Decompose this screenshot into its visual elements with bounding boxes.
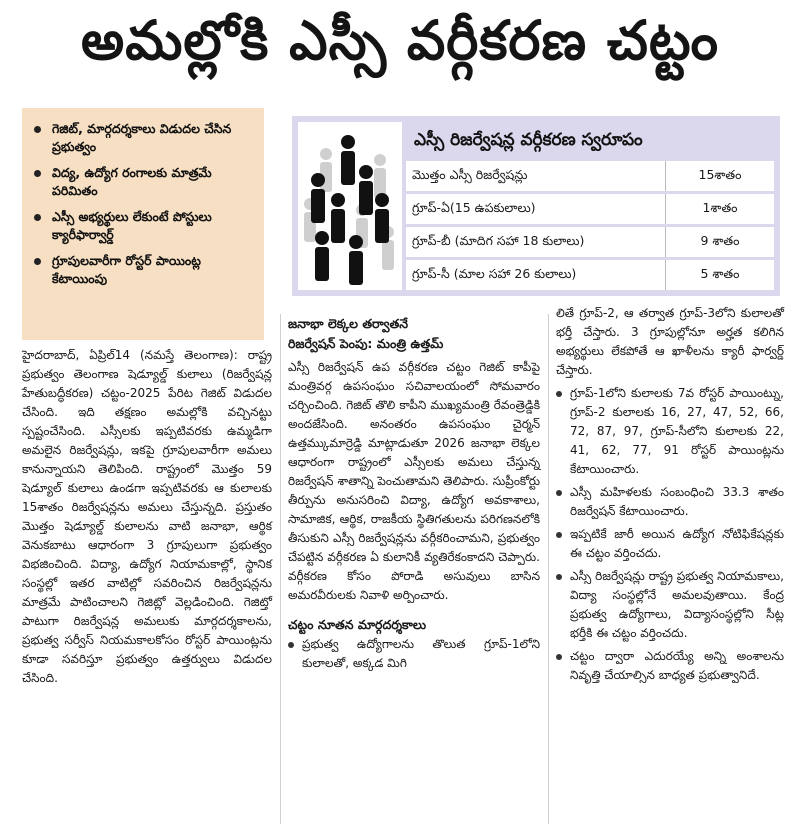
row-label: గ్రూప్-ఏ(15 ఉపకులాలు) xyxy=(406,194,666,224)
people-illustration xyxy=(298,122,402,290)
section-title: చట్టం నూతన మార్గదర్శకాలు xyxy=(288,617,427,632)
subheading: రిజర్వేషన్ పెంపు: మంత్రి ఉత్తమ్ xyxy=(288,336,444,351)
row-label: గ్రూప్-బీ (మాదిగ సహా 18 కులాలు) xyxy=(406,227,666,257)
table-row xyxy=(406,260,774,290)
list-item: గ్రూప్-1లోని కులాలకు 7వ రోస్టర్ పాయింట్ను, గ్రూప్-2 కులాలకు 16, 27, 47, 52, 66, 72, 87, 97, గ్రూప్-సీలోని కులాలకు 22, 41, 62, 77, 91 రోస్టర్ పాయింట్లను కేటాయించారు. xyxy=(556,384,784,479)
highlight-item: గ్రూపులవారీగా రోస్టర్ పాయింట్ల కేటాయింపు xyxy=(34,252,256,288)
bullet-icon xyxy=(34,214,41,221)
paragraph: ఎస్సీ రిజర్వేషన్ ఉప వర్గీకరణ చట్టం గెజిట్ కాపీపై మంత్రివర్గ ఉపసంఘం సచివాలయంలో సోమవారం చర్చించింది. గెజిట్ తొలి కాపీని ముఖ్యమంత్రి రేవంత్రెడ్డికి అందజేసింది. అనంతరం ఉపసంఘం చైర్మన్ ఉత్తమ్కుమార్రెడ్డి మాట్లాడుతూ 2026 జనాభా లెక్కల ఆధారంగా రాష్ట్రంలో ఎస్సీలకు అమలు చేస్తున్న రిజర్వేషన్ శాతాన్ని పెంచుతామని తెలిపారు. సుప్రీంకోర్టు తీర్పును అనుసరించి విద్యా, ఉద్యోగ అవకాశాలు, సామాజిక, ఆర్థిక, రాజకీయ స్థితిగతులను పరిగణనలోకి తీసుకుని ఎస్సీ రిజర్వేషన్లను వర్గీకరించామని, ప్రభుత్వం చేపట్టిన వర్గీకరణ ఏ కులానికీ వ్యతిరేకంకాదని చెప్పారు. వర్గీకరణ కోసం పోరాడి అసువులు బాసిన అమరవీరులకు నివాళి అర్పించారు. xyxy=(288,360,540,602)
table-row xyxy=(406,161,774,191)
list-item: ఎస్సీ రిజర్వేషన్లు రాష్ట్ర ప్రభుత్వ నియామకాలు, విద్యా సంస్థల్లోనే అమలవుతాయి. కేంద్ర ప్రభుత్వ ఉద్యోగాలు, విద్యాసంస్థల్లోని సీట్ల భర్తీకి ఈ చట్టం వర్తించదు. xyxy=(556,567,784,643)
table-row xyxy=(406,194,774,224)
list-item: ప్రభుత్వ ఉద్యోగాలను తొలుత గ్రూప్-1లోని కులాలతో, అక్కడ మిగి xyxy=(288,635,540,673)
bullet-icon xyxy=(34,170,41,177)
row-label: మొత్తం ఎస్సీ రిజర్వేషన్లు xyxy=(406,161,666,191)
bullet-icon xyxy=(34,258,41,265)
row-value: 9 శాతం xyxy=(700,232,740,248)
bullet-icon xyxy=(34,126,41,133)
paragraph: లితే గ్రూప్-2, ఆ తర్వాత గ్రూప్-3లోని కులాలతో భర్తీ చేస్తారు. 3 గ్రూపుల్లోనూ అర్హత కలిగిన అభ్యర్థులు లేకపోతే ఆ ఖాళీలను క్యారీ ఫార్వర్డ్ చేస్తారు. xyxy=(556,306,784,377)
column-divider xyxy=(548,314,549,824)
bullet-icon xyxy=(556,532,562,538)
reservation-infobox xyxy=(292,116,780,296)
highlight-item: ఎస్సీ అభ్యర్థులు లేకుంటే పోస్టులు క్యారీఫార్వార్డ్ xyxy=(34,208,256,244)
list-item: ఎస్సీ మహిళలకు సంబంధించి 33.3 శాతం రిజర్వేషన్ కేటాయించారు. xyxy=(556,483,784,521)
highlight-item: విద్య, ఉద్యోగ రంగాలకు మాత్రమే పరిమితం xyxy=(34,164,256,200)
row-value: 15శాతం xyxy=(698,166,742,182)
article-column-3 xyxy=(556,304,784,689)
table-title: ఎస్సీ రిజర్వేషన్ల వర్గీకరణ స్వరూపం xyxy=(414,130,643,150)
row-value: 1శాతం xyxy=(702,199,738,215)
article-column-1: హైదరాబాద్, ఏప్రిల్14 (నమస్తే తెలంగాణ): రాష్ట్ర ప్రభుత్వం తెలంగాణ షెడ్యూల్డ్ కులాలు (రిజర్వేషన్ల హేతుబద్ధీకరణ) చట్టం-2025 పేరిట గెజిట్ విడుదల చేసింది. ఇది తక్షణం అమల్లోకి వచ్చినట్టు స్పష్టంచేసింది. ఎస్సీలకు ఇప్పటివరకు ఉమ్మడిగా అమలైన రిజర్వేషన్లు, ఇకపై గ్రూపులవారీగా అమలు కానున్నాయని తెలిపింది. రాష్ట్రంలో మొత్తం 59 షెడ్యూల్ కులాలు ఉండగా ఇప్పటివరకు ఆ కులాలకు 15శాతం రిజర్వేషన్లను అమలు చేస్తున్నది. ప్రస్తుతం మొత్తం షెడ్యూల్డ్ కులాలను వాటి జనాభా, ఆర్థిక వెనుకబాటు ఆధారంగా 3 గ్రూపులుగా ప్రభుత్వం విభజించింది. విద్యా, ఉద్యోగ నియామకాల్లో, స్థానిక సంస్థల్లో ఇతర వాటిల్లో సవరించిన రిజర్వేషన్లను మాత్రమే పాటించాలని గెజిట్లో వెల్లడించింది. గెజిట్తో పాటుగా రిజర్వేషన్ల అమలుకు మార్గదర్శకాలను, ప్రభుత్వ సర్వీస్ నియమకాలకోసం రోస్టర్ పాయింట్లను కూడా సవరిస్తూ ప్రభుత్వం ఉత్తర్వులు విడుదల చేసింది. xyxy=(22,348,272,685)
table-row xyxy=(406,227,774,257)
bullet-icon xyxy=(556,654,562,660)
row-value: 5 శాతం xyxy=(700,265,740,281)
bullet-icon xyxy=(556,490,562,496)
people-figures-icon xyxy=(298,122,402,290)
reservation-table xyxy=(402,122,774,290)
highlights-box xyxy=(22,108,264,340)
list-item: చట్టం ద్వారా ఎదురయ్యే అన్ని అంశాలను నివృత్తి చేయాల్సిన బాధ్యత ప్రభుత్వానిదే. xyxy=(556,647,784,685)
highlight-item: గెజిట్, మార్గదర్శకాలు విడుదల చేసిన ప్రభుత్వం xyxy=(34,120,256,156)
list-item: ఇప్పటికే జారీ అయిన ఉద్యోగ నోటిఫికేషన్లకు ఈ చట్టం వర్తించదు. xyxy=(556,525,784,563)
article-column-2 xyxy=(288,314,540,677)
bullet-icon xyxy=(288,642,294,648)
headline: అమల్లోకి ఎస్సీ వర్గీకరణ చట్టం xyxy=(81,9,719,72)
bullet-icon xyxy=(556,391,562,397)
subheading: జనాభా లెక్కల తర్వాతనే xyxy=(288,316,408,331)
column-divider xyxy=(280,314,281,824)
row-label: గ్రూప్-సీ (మాల సహా 26 కులాలు) xyxy=(406,260,666,290)
bullet-icon xyxy=(556,574,562,580)
